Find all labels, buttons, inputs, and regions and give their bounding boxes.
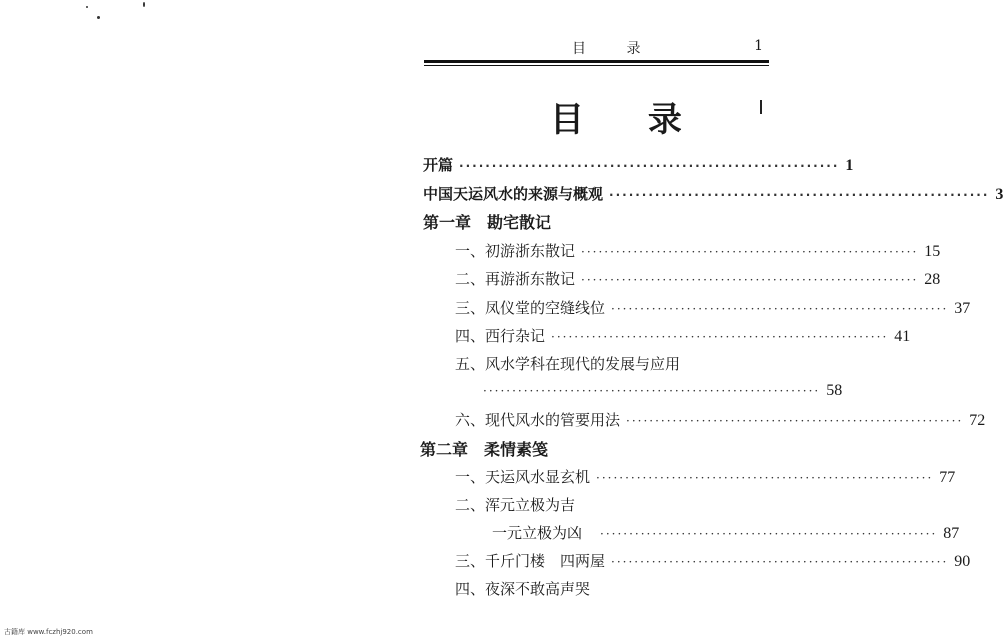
watermark-footer: 古籍库 www.fczhj920.com bbox=[4, 628, 93, 636]
toc-chapter-1-heading[interactable] bbox=[423, 210, 551, 233]
toc-entry-label: 开篇 bbox=[423, 156, 454, 174]
toc-entry-1-3[interactable] bbox=[455, 297, 971, 318]
toc-entry-page: 15 bbox=[924, 243, 941, 260]
running-header-page-number: 1 bbox=[754, 38, 763, 54]
toc-entry-page: 3 bbox=[995, 186, 1003, 203]
toc-entry-page: 1 bbox=[845, 157, 854, 174]
toc-entry-label: 一元立极为凶 bbox=[492, 524, 583, 542]
toc-entry-label: 六、现代风水的管要用法 bbox=[455, 411, 621, 429]
toc-entry-2-1[interactable] bbox=[455, 466, 956, 487]
toc-entry-opening[interactable] bbox=[423, 154, 854, 175]
toc-entry-page: 87 bbox=[943, 525, 960, 542]
toc-entry-page: 37 bbox=[954, 300, 971, 317]
toc-leader-dots: ·························································· bbox=[626, 414, 964, 428]
toc-leader-dots: ·························································· bbox=[483, 384, 821, 398]
chapter-title: 第二章 柔情素笺 bbox=[420, 440, 549, 459]
toc-entry-label: 二、再游浙东散记 bbox=[455, 270, 576, 288]
toc-entry-2-2-continued[interactable] bbox=[492, 522, 960, 543]
toc-entry-label: 四、夜深不敢高声哭 bbox=[455, 580, 591, 598]
toc-entry-label: 三、千斤门楼 四两屋 bbox=[455, 552, 606, 570]
toc-leader-dots: ·························································· bbox=[609, 188, 990, 202]
toc-entry-label: 二、浑元立极为吉 bbox=[455, 496, 576, 514]
toc-leader-dots: ·························································· bbox=[600, 527, 938, 541]
toc-leader-dots: ·························································· bbox=[581, 245, 919, 259]
toc-entry-page: 28 bbox=[924, 271, 941, 288]
toc-entry-label: 中国天运风水的来源与概观 bbox=[423, 185, 604, 203]
toc-leader-dots: ·························································· bbox=[596, 471, 934, 485]
toc-entry-1-2[interactable] bbox=[455, 268, 941, 289]
toc-leader-dots: ·························································· bbox=[611, 555, 949, 569]
toc-entry-1-5-label[interactable] bbox=[455, 353, 680, 374]
toc-entry-label: 三、凤仪堂的空缝线位 bbox=[455, 299, 606, 317]
toc-entry-page: 58 bbox=[826, 382, 843, 399]
toc-entry-2-3[interactable] bbox=[455, 550, 971, 571]
toc-entry-label: 四、西行杂记 bbox=[455, 327, 546, 345]
toc-entry-label: 一、天运风水显玄机 bbox=[455, 468, 591, 486]
page-title: 目 录 bbox=[550, 100, 708, 140]
toc-entry-page: 72 bbox=[969, 412, 986, 429]
running-header-title: 目 录 bbox=[572, 41, 659, 57]
toc-chapter-2-heading[interactable] bbox=[420, 437, 548, 460]
toc-leader-dots: ·························································· bbox=[581, 273, 919, 287]
toc-entry-label: 五、风水学科在现代的发展与应用 bbox=[455, 355, 681, 373]
toc-entry-page: 41 bbox=[894, 328, 911, 345]
toc-leader-dots: ·························································· bbox=[611, 302, 949, 316]
toc-entry-overview[interactable] bbox=[423, 183, 1003, 204]
toc-entry-2-4[interactable] bbox=[455, 578, 590, 599]
toc-entry-2-2[interactable] bbox=[455, 494, 575, 515]
toc-entry-label: 一、初游浙东散记 bbox=[455, 242, 576, 260]
toc-entry-page: 77 bbox=[939, 469, 956, 486]
toc-entry-1-4[interactable] bbox=[455, 325, 911, 346]
toc-leader-dots: ·························································· bbox=[459, 159, 840, 173]
toc-entry-1-1[interactable] bbox=[455, 240, 941, 261]
toc-entry-1-6[interactable] bbox=[455, 409, 986, 430]
toc-entry-1-5-page-line[interactable] bbox=[483, 382, 843, 400]
toc-leader-dots: ·························································· bbox=[551, 330, 889, 344]
toc-entry-page: 90 bbox=[954, 553, 971, 570]
chapter-title: 第一章 勘宅散记 bbox=[423, 213, 552, 232]
